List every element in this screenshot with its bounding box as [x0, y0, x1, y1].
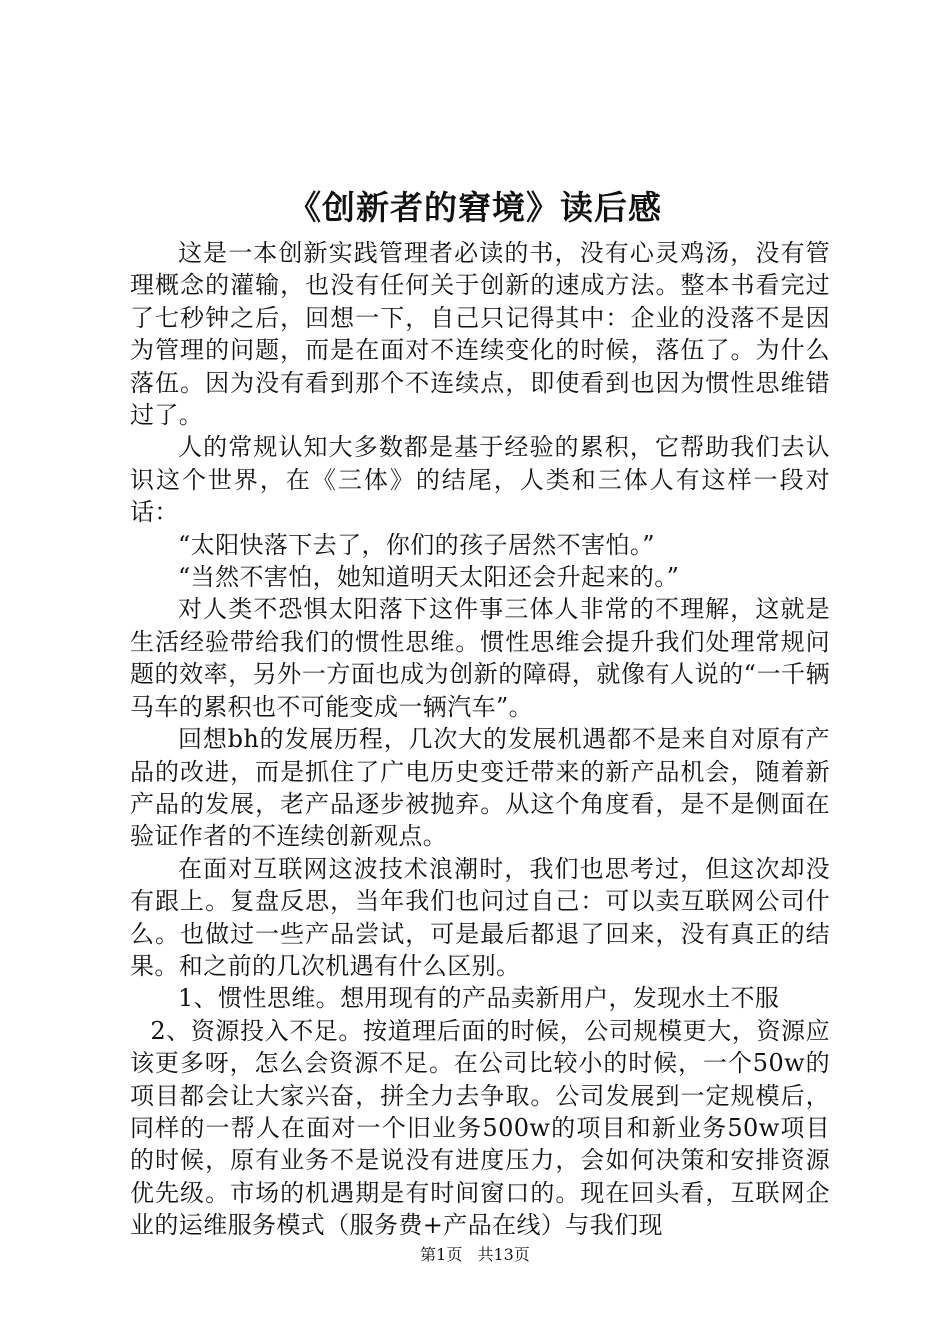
paragraph-internet: 在面对互联网这波技术浪潮时，我们也思考过，但这次却没有跟上。复盘反思，当年我们也问过自己：可以卖互联网公司什么。也做过一些产品尝试，可是最后都退了回来，没有真正的结果。和之前的几次机遇有什么区别。 — [130, 854, 830, 980]
page-total: 共13页 — [477, 1245, 530, 1264]
page-number: 第1页 — [420, 1245, 463, 1264]
document-body — [130, 237, 830, 1242]
paragraph-intro: 这是一本创新实践管理者必读的书，没有心灵鸡汤，没有管理概念的灌输，也没有任何关于创新的速成方法。整本书看完过了七秒钟之后，回想一下，自己只记得其中：企业的没落不是因为管理的问题，而是在面对不连续变化的时候，落伍了。为什么落伍。因为没有看到那个不连续点，即使看到也因为惯性思维错过了。 — [130, 239, 830, 430]
page-footer — [0, 1244, 950, 1266]
paragraph-history: 回想bh的发展历程，几次大的发展机遇都不是来自对原有产品的改进，而是抓住了广电历史变迁带来的新产品机会，随着新产品的发展，老产品逐步被抛弃。从这个角度看，是不是侧面在验证作者的不连续创新观点。 — [130, 725, 830, 851]
quote-line-1: “太阳快落下去了，你们的孩子居然不害怕。” — [178, 530, 655, 559]
paragraph-inertia: 对人类不恐惧太阳落下这件事三体人非常的不理解，这就是生活经验带给我们的惯性思维。惯性思维会提升我们处理常规问题的效率，另外一方面也成为创新的障碍，就像有人说的“一千辆马车的累积也不可能变成一辆汽车”。 — [130, 595, 830, 721]
list-item-1: 1、惯性思维。想用现有的产品卖新用户，发现水土不服 — [178, 984, 780, 1013]
list-item-2: 2、资源投入不足。按道理后面的时候，公司规模更大，资源应该更多呀，怎么会资源不足。在公司比较小的时候，一个50w的项目都会让大家兴奋，拼全力去争取。公司发展到一定规模后，同样的一帮人在面对一个旧业务500w的项目和新业务50w项目的时候，原有业务不是说没有进度压力，会如何决策和安排资源优先级。市场的机遇期是有时间窗口的。现在回头看，互联网企业的运维服务模式（服务费+产品在线）与我们现 — [130, 1016, 830, 1240]
quote-line-2: “当然不害怕，她知道明天太阳还会升起来的。” — [178, 563, 680, 592]
paragraph-cognition: 人的常规认知大多数都是基于经验的累积，它帮助我们去认识这个世界，在《三体》的结尾，人类和三体人有这样一段对话： — [130, 433, 830, 527]
document-title: 《创新者的窘境》读后感 — [288, 188, 662, 227]
